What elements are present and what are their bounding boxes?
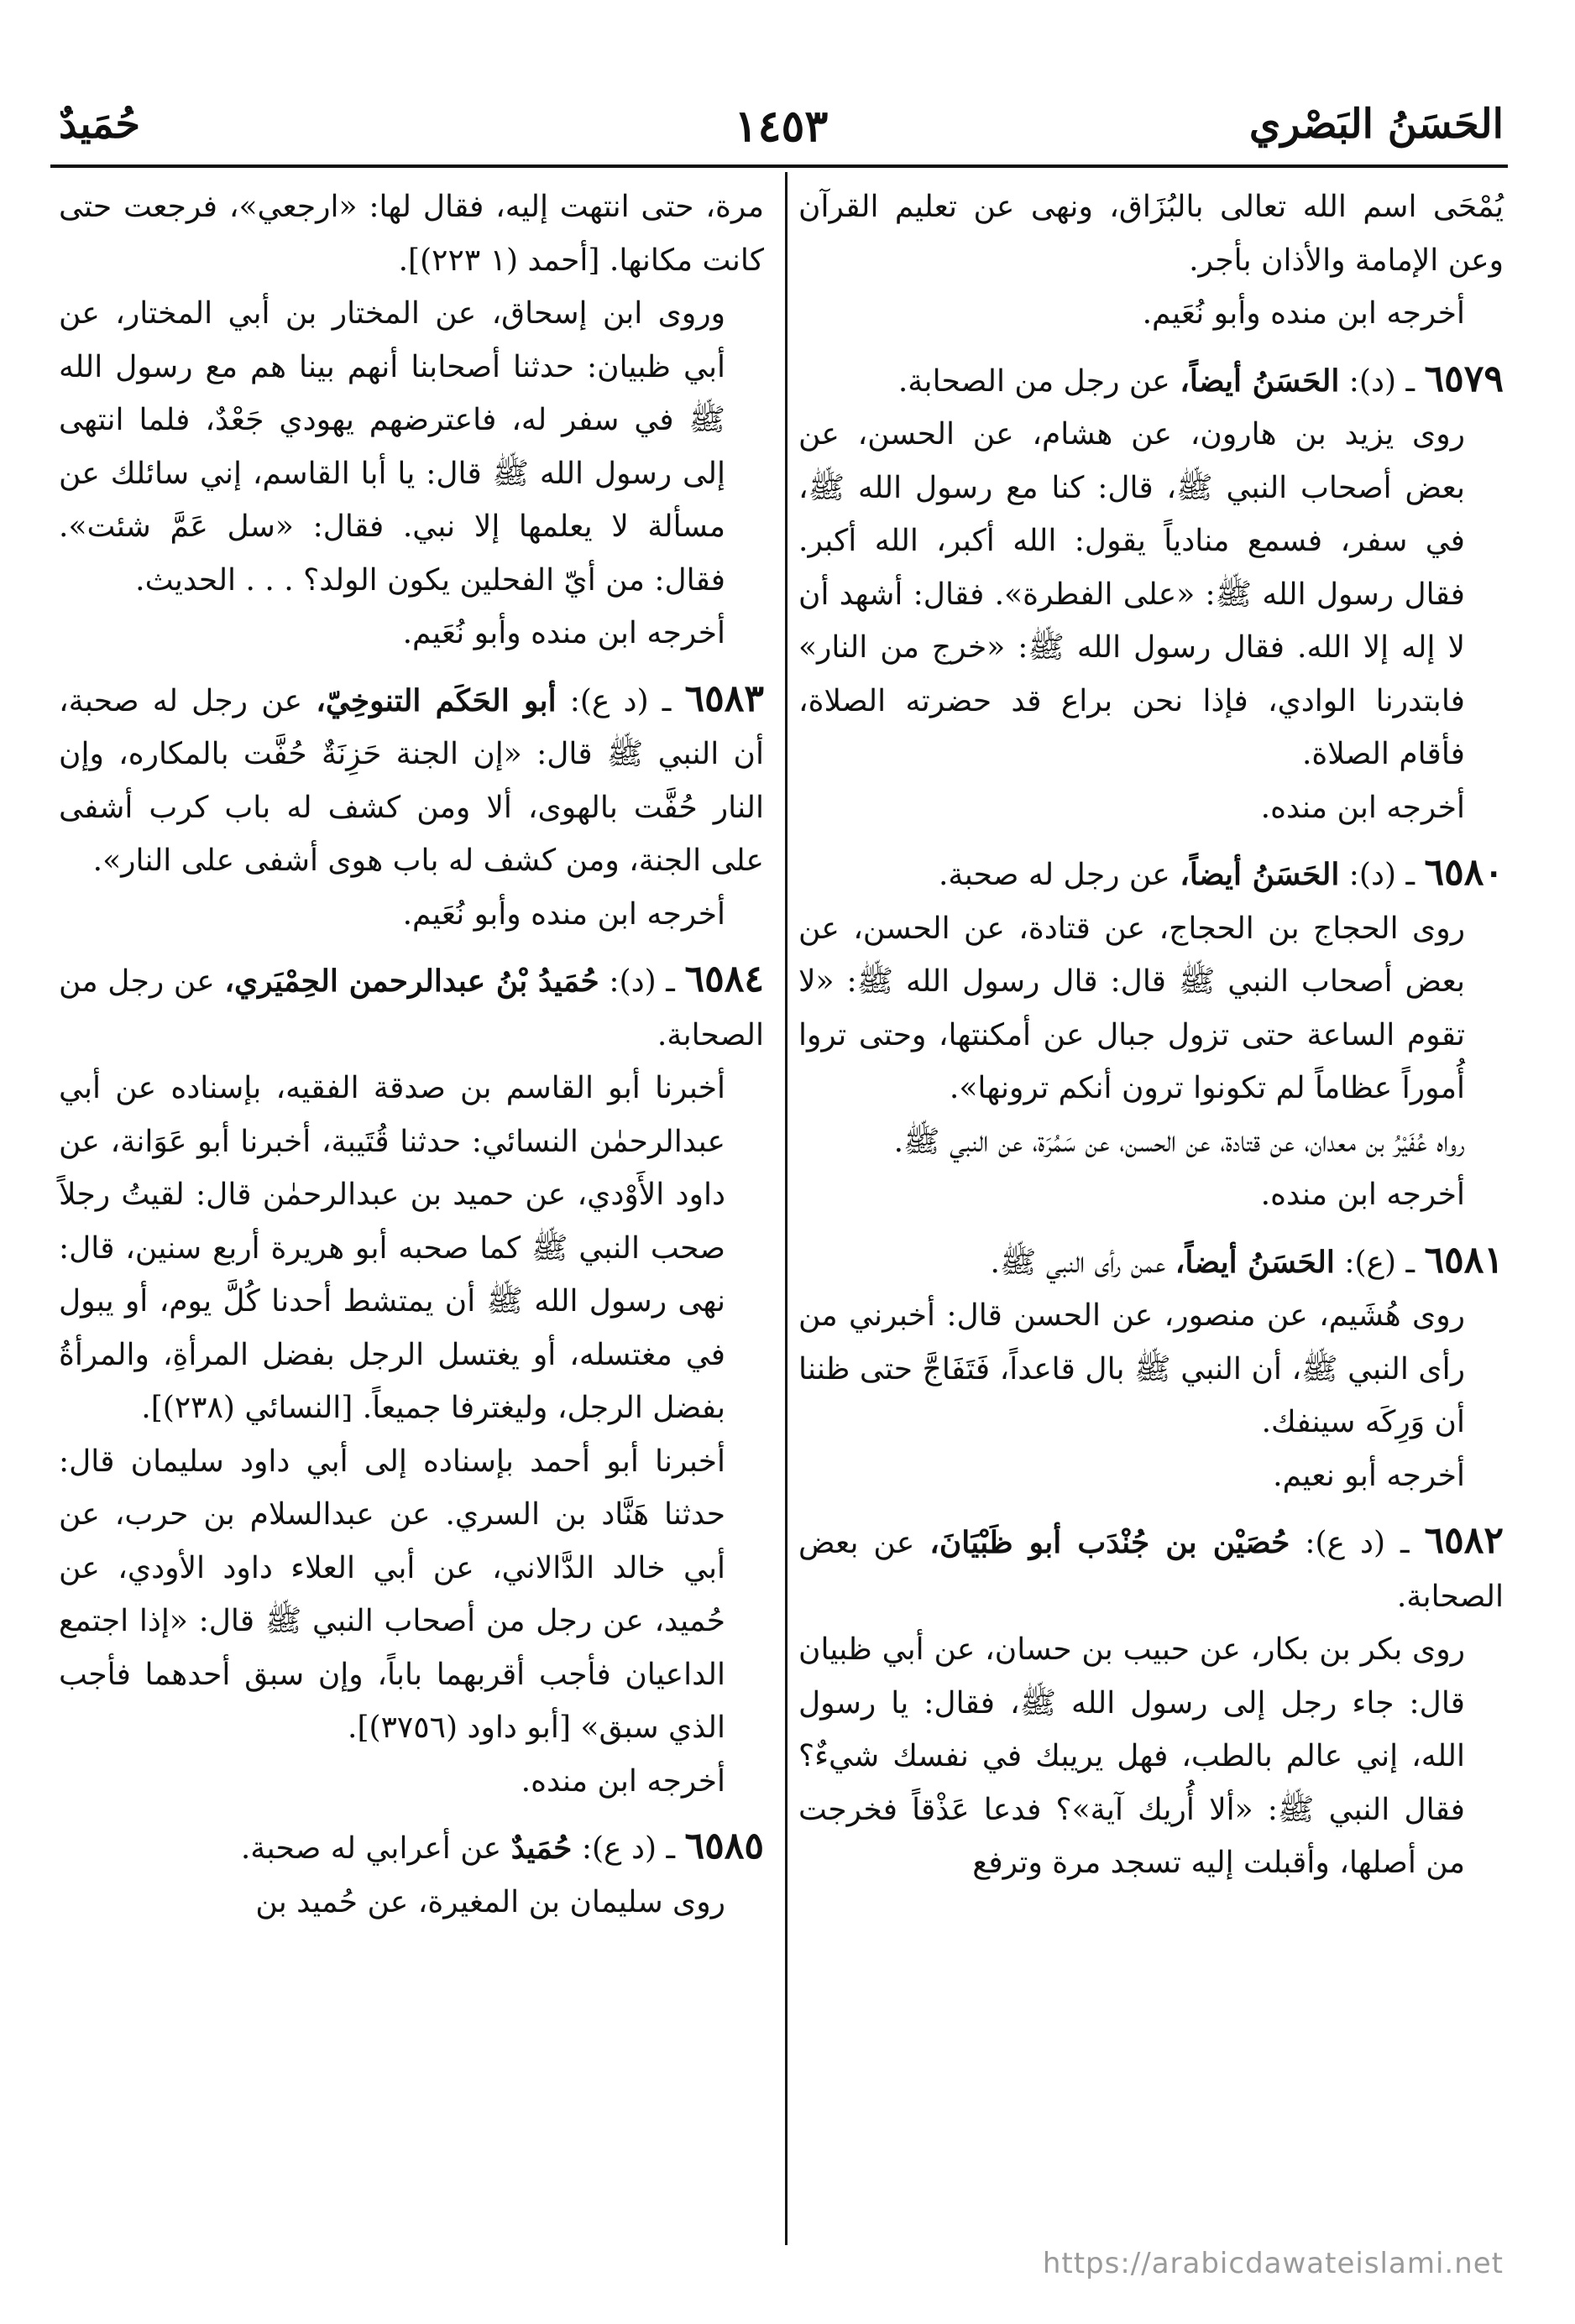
right-column [798,180,1504,1890]
paragraph: أخبرنا أبو القاسم بن صدقة الفقيه، بإسناده عن أبي عبدالرحمٰن النسائي: حدثنا قُتَيبة، أخبرنا أبو عَوَانة، عن داود الأَوْدي، عن حميد بن عبدالرحمٰن قال: لقيتُ رجلاً صحب النبي ﷺ كما صحبه أبو هريرة أربع سنين، قال: نهى رسول الله ﷺ أن يمتشط أحدنا كُلَّ يوم، أو يبول في مغتسله، أو يغتسل الرجل بفضل المرأةِ، والمرأةُ بفضل الرجل، وليغترفا جميعاً. [النسائي (٢٣٨)]. [59,1071,725,1425]
paragraph: أخرجه ابن منده. [521,1763,725,1799]
source-code: ـ (د ع): [572,1831,685,1866]
source-code: ـ (د ع): [556,683,685,718]
paragraph: أخرجه أبو نعيم. [1273,1458,1465,1493]
source-code: ـ (د): [599,964,685,999]
entry-name: الحَسَنُ أيضاً، [1180,857,1340,892]
paragraph: روى سليمان بن المغيرة، عن حُميد بن [255,1884,725,1919]
paragraph: روى الحجاج بن الحجاج، عن قتادة، عن الحسن، عن بعض أصحاب النبي ﷺ قال: قال رسول الله ﷺ: «لا تقوم الساعة حتى تزول جبال عن أمكنتها، وحتى تروا أُموراً عظاماً لم تكونوا ترون أنكم ترونها». [798,911,1465,1105]
paragraph: أخرجه ابن منده. [1260,1178,1465,1212]
paragraph: مرة، حتى انتهت إليه، فقال لها: «ارجعي»، فرجعت حتى كانت مكانها. [أحمد (١ ٢٢٣)]. [59,190,764,278]
entry-heading [59,672,764,888]
entry-text: عن رجل من الصحابة. [59,964,764,1052]
paragraph: أخرجه ابن منده. [1260,790,1465,825]
header-section-title: الحَسَنُ البَصْري [1248,101,1504,148]
entry-text: عن بعض الصحابة. [798,1526,1504,1614]
watermark-url: https://arabicdawateislami.net [1042,2247,1504,2280]
paragraph: روى بكر بن بكار، عن حبيب بن حسان، عن أبي ظبيان قال: جاء رجل إلى رسول الله ﷺ، فقال: يا رسول الله، إني عالم بالطب، فهل يريبك في نفسك شيءٌ؟ فقال النبي ﷺ: «ألا أُريك آية»؟ فدعا عَذْقاً فخرجت من أصلها، وأقبلت إليه تسجد مرة وترفع [798,1632,1466,1880]
entry-text: عمن رأى النبي ﷺ. [990,1245,1175,1280]
page-number: ١٤٥٣ [734,101,829,152]
paragraph: أخرجه ابن منده وأبو نُعَيم. [402,896,725,932]
entry-heading [798,1234,1504,1290]
entry-heading [798,846,1504,902]
entry-name: حُمَيدُ بْنُ عبدالرحمن الحِمْيَري، [224,964,599,999]
source-code: ـ (د): [1339,363,1425,399]
entry-name: حُصَيْن بن جُنْدَب أبو ظَبْيَانَ، [929,1525,1290,1560]
source-code: ـ (د ع): [1290,1526,1425,1560]
entry-heading [59,953,764,1062]
entry-text: عن رجل له صحبة، أن النبي ﷺ قال: «إن الجنة حَزِنَةٌ حُفَّت بالمكاره، وإن النار حُفَّت بالهوى، ألا ومن كشف له باب كرب أشفى على الجنة، ومن كشف له باب هوى أشفى على النار». [59,683,764,878]
entry-heading [59,1820,764,1876]
source-code: ـ (د): [1339,858,1425,892]
entry-number: ٦٥٨٠ [1424,851,1504,894]
entry-number: ٦٥٨٤ [684,958,764,1000]
header-rule [50,165,1508,168]
entry-name: أبو الحَكَم التنوخِيّ، [316,682,557,718]
entry-heading [798,1514,1504,1623]
paragraph: أخبرنا أبو أحمد بإسناده إلى أبي داود سليمان قال: حدثنا هَنَّاد بن السري. عن عبدالسلام بن حرب، عن أبي خالد الدَّالاني، عن أبي العلاء داود الأودي، عن حُميد، عن رجل من أصحاب النبي ﷺ قال: «إذا اجتمع الداعيان فأجب أقربهما باباً، وإن سبق أحدهما فأجب الذي سبق» [أبو داود (٣٧٥٦)]. [59,1444,725,1745]
paragraph: رواه عُفَيْرُ بن معدان، عن قتادة، عن الحسن، عن سَمُرَة، عن النبي ﷺ. [893,1124,1465,1159]
paragraph: وروى ابن إسحاق، عن المختار بن أبي المختار، عن أبي ظبيان: حدثنا أصحابنا أنهم بينا هم مع رسول الله ﷺ في سفر له، فاعترضهم يهودي جَعْدٌ، فلما انتهى إلى رسول الله ﷺ قال: يا أبا القاسم، إني سائلك عن مسألة لا يعلمها إلا نبي. فقال: «سل عَمَّ شئت». فقال: من أيّ الفحلين يكون الولد؟ . . . الحديث. [59,296,726,598]
entry-name: حُمَيدٌ [510,1830,573,1866]
paragraph: أخرجه ابن منده وأبو نُعَيم. [402,616,725,650]
entry-name: الحَسَنُ أيضاً، [1175,1244,1335,1280]
source-code: ـ (ع): [1334,1245,1425,1280]
entry-name: الحَسَنُ أيضاً، [1180,363,1340,399]
paragraph: روى يزيد بن هارون، عن هشام، عن الحسن، عن بعض أصحاب النبي ﷺ، قال: كنا مع رسول الله ﷺ، في سفر، فسمع منادياً يقول: الله أكبر، الله أكبر. فقال رسول الله ﷺ: «على الفطرة». فقال: أشهد أن لا إله إلا الله. فقال رسول الله ﷺ: «خرج من النار» فابتدرنا الوادي، فإذا نحن براع قد حضرته الصلاة، فأقام الصلاة. [798,417,1465,771]
entry-heading [798,353,1504,409]
entry-text: عن أعرابي له صحبة. [240,1831,511,1866]
paragraph: روى هُشَيم، عن منصور، عن الحسن قال: أخبرني من رأى النبي ﷺ، أن النبي ﷺ بال قاعداً، فَتَفَاجَّ حتى ظننا أن وَرِكَه سينفك. [798,1298,1465,1439]
entry-number: ٦٥٨٢ [1424,1519,1504,1562]
entry-number: ٦٥٨٥ [684,1825,764,1867]
header-entry-name: حُمَيدٌ [59,101,141,148]
paragraph: أخرجه ابن منده وأبو نُعَيم. [1142,296,1465,331]
entry-number: ٦٥٨٣ [684,676,764,720]
entry-number: ٦٥٧٩ [1424,357,1504,400]
column-divider [785,172,788,2245]
entry-text: عن رجل من الصحابة. [897,363,1180,399]
paragraph: يُمْحَى اسم الله تعالى بالبُزَاق، ونهى عن تعليم القرآن وعن الإمامة والأذان بأجر. [798,190,1504,278]
left-column [59,180,764,1929]
entry-text: عن رجل له صحبة. [938,858,1180,892]
entry-number: ٦٥٨١ [1424,1238,1504,1282]
running-header [59,84,1504,164]
